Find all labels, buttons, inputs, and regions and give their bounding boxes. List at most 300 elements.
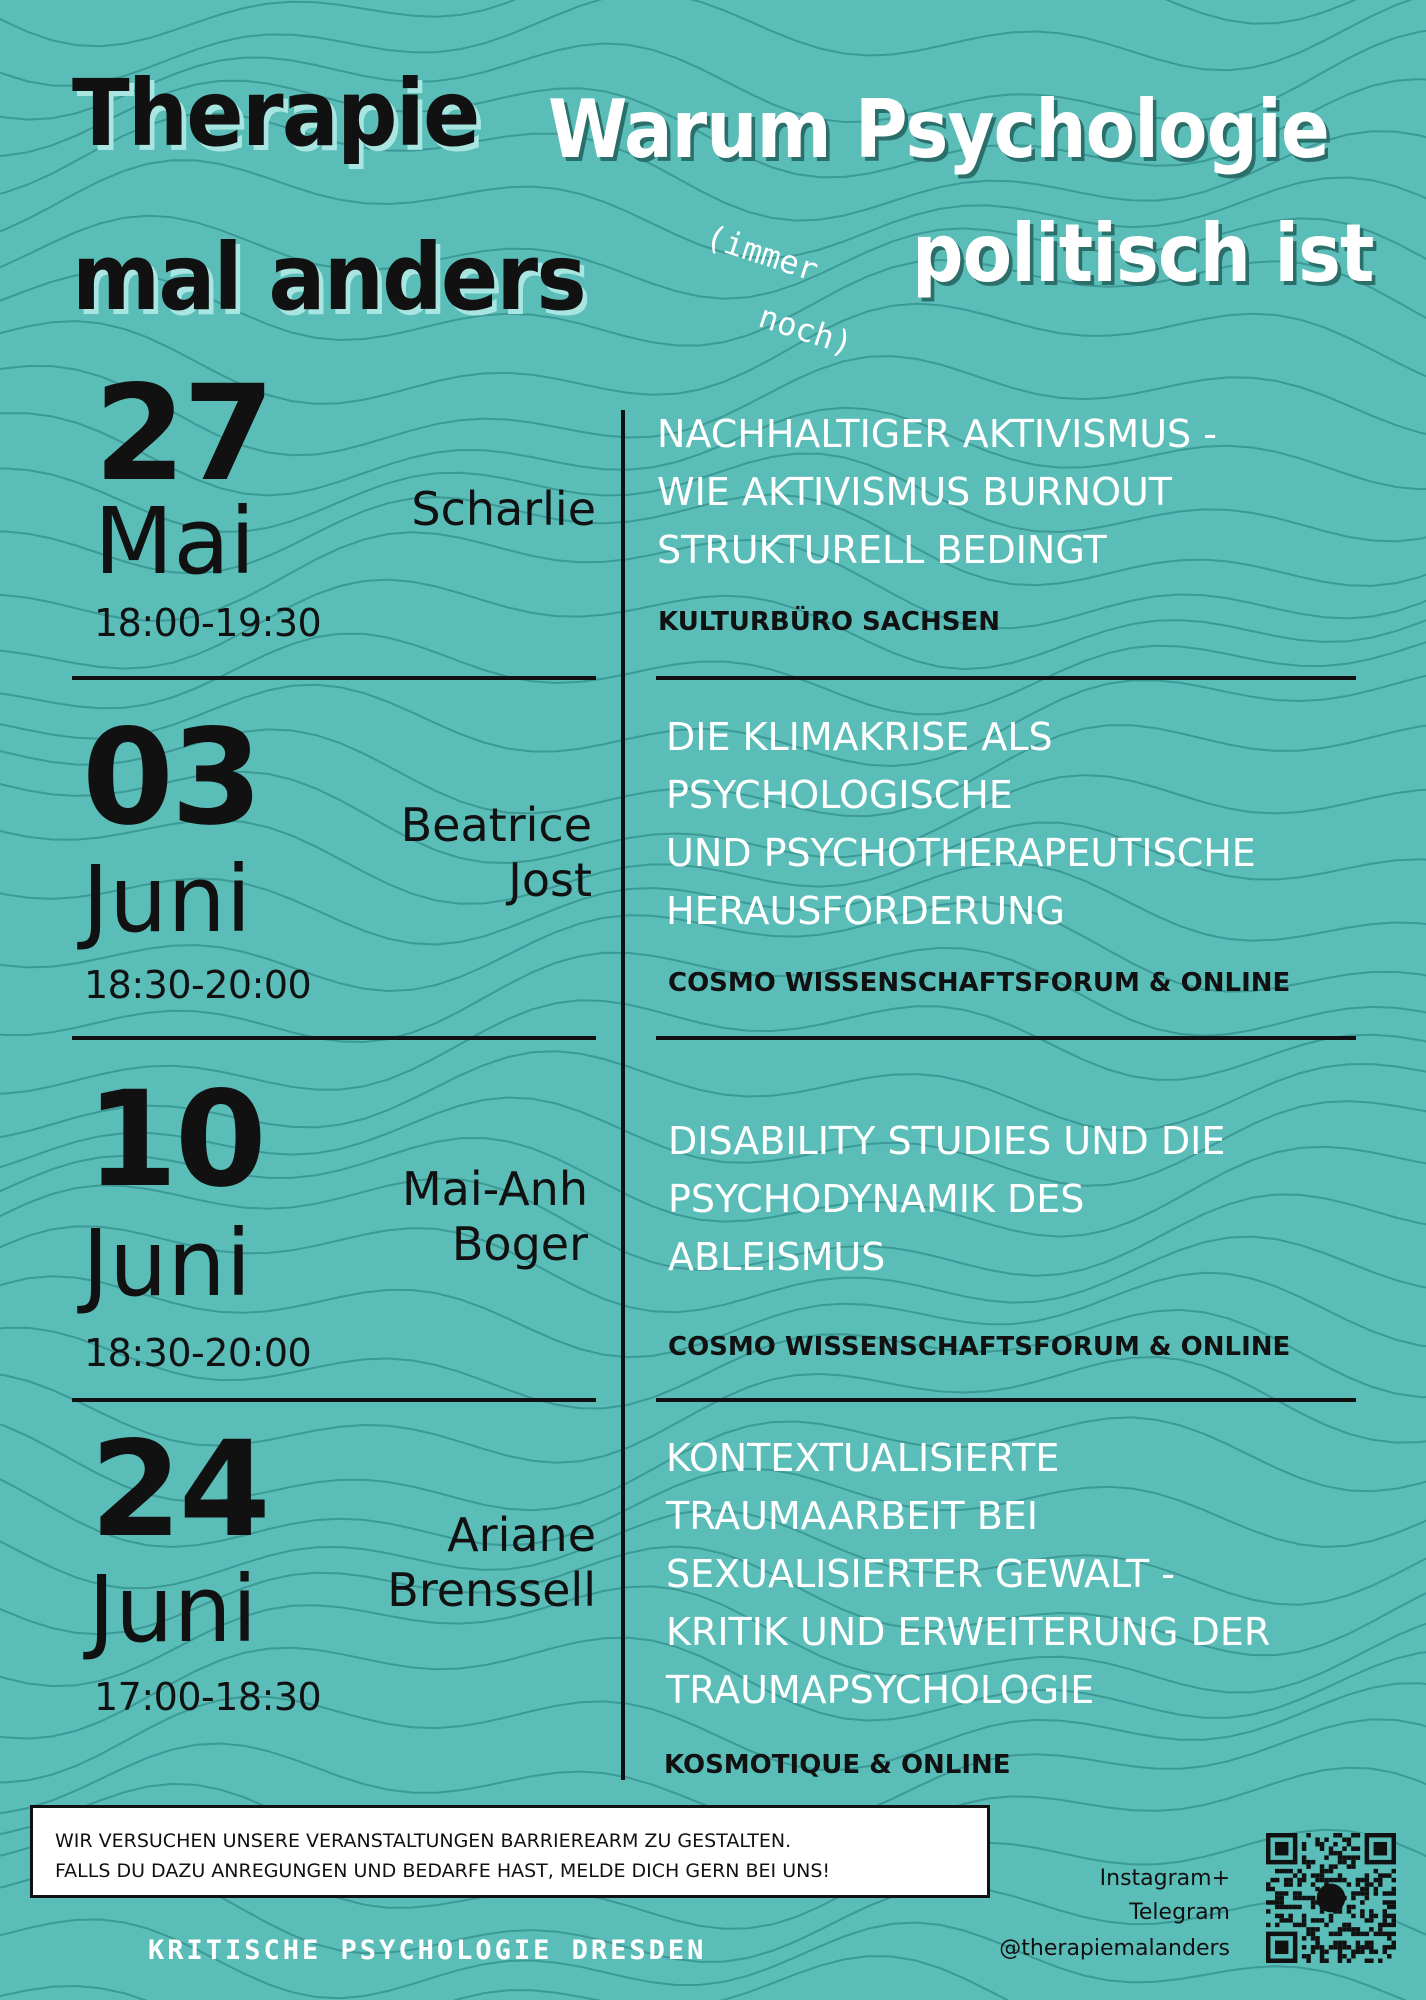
qr-module [1320,1918,1324,1922]
event-title-line: KONTEXTUALISIERTE [666,1436,1060,1480]
qr-module [1356,1950,1360,1954]
qr-module [1351,1914,1355,1918]
qr-module [1338,1860,1342,1864]
qr-module [1342,1878,1346,1882]
qr-module [1369,1914,1373,1918]
aside-immer: (immer [701,217,823,290]
event-title-line: DIE KLIMAKRISE ALS [666,715,1053,759]
qr-module [1311,1936,1315,1940]
qr-module [1302,1914,1306,1918]
qr-module [1356,1882,1360,1886]
qr-module [1351,1932,1355,1936]
qr-module [1378,1959,1382,1963]
qr-module [1284,1869,1288,1873]
qr-module [1315,1918,1319,1922]
qr-module [1333,1851,1337,1855]
event-speaker [176,1508,596,1618]
qr-module [1387,1954,1391,1958]
qr-module [1288,1878,1292,1882]
qr-module [1342,1927,1346,1931]
qr-module [1266,1900,1270,1904]
qr-module [1284,1882,1288,1886]
event-day: 24 [90,1413,268,1567]
qr-module [1351,1864,1355,1868]
qr-module [1387,1914,1391,1918]
qr-module [1324,1855,1328,1859]
event-title-line: TRAUMAPSYCHOLOGIE [666,1668,1095,1712]
qr-module [1342,1954,1346,1958]
qr-module [1324,1869,1328,1873]
qr-finder-inner [1275,1941,1288,1954]
qr-module [1365,1882,1369,1886]
event-day: 27 [94,357,272,511]
qr-module [1333,1945,1337,1949]
qr-module [1347,1959,1351,1963]
qr-module [1266,1882,1270,1886]
qr-module [1356,1932,1360,1936]
qr-module [1383,1873,1387,1877]
social-handle[interactable]: @therapiemalanders [999,1936,1230,1961]
qr-module [1378,1932,1382,1936]
qr-module [1351,1950,1355,1954]
vertical-divider [621,410,625,1780]
qr-module [1302,1842,1306,1846]
qr-module [1311,1900,1315,1904]
qr-module [1360,1878,1364,1882]
qr-module [1378,1927,1382,1931]
event-title [657,405,1217,579]
speaker-name-line: Jost [508,853,592,908]
qr-module [1360,1909,1364,1913]
qr-module [1297,1905,1301,1909]
qr-module [1329,1878,1333,1882]
qr-module [1306,1864,1310,1868]
qr-module [1329,1945,1333,1949]
qr-module [1360,1945,1364,1949]
qr-module [1378,1882,1382,1886]
qr-module [1342,1923,1346,1927]
qr-module [1392,1923,1396,1927]
qr-module [1387,1900,1391,1904]
qr-module [1392,1914,1396,1918]
qr-module [1275,1900,1279,1904]
speaker-name-line: Ariane [447,1508,596,1562]
qr-module [1293,1905,1297,1909]
qr-module [1279,1896,1283,1900]
qr-module [1279,1891,1283,1895]
event-title-line: NACHHALTIGER AKTIVISMUS - [657,412,1217,456]
qr-module [1360,1891,1364,1895]
speaker-name-line: Boger [451,1217,588,1272]
qr-module [1297,1878,1301,1882]
event-day: 03 [82,701,260,855]
qr-module [1392,1945,1396,1949]
qr-module [1369,1909,1373,1913]
qr-module [1320,1842,1324,1846]
subtitle-line-1: Warum Psychologie [548,83,1329,176]
qr-module [1315,1927,1319,1931]
event-venue: COSMO WISSENSCHAFTSFORUM & ONLINE [668,1332,1291,1362]
qr-module [1288,1918,1292,1922]
qr-module [1333,1941,1337,1945]
event-title-line: PSYCHODYNAMIK DES [668,1177,1085,1221]
event-title-line: STRUKTURELL BEDINGT [657,528,1107,572]
qr-module [1374,1914,1378,1918]
event-venue: COSMO WISSENSCHAFTSFORUM & ONLINE [668,968,1291,998]
event-time: 18:30-20:00 [84,1331,312,1375]
divider-left-3 [72,1398,596,1402]
divider-right-2 [656,1036,1356,1040]
qr-module [1338,1833,1342,1837]
qr-code-icon[interactable] [1266,1833,1396,1963]
qr-module [1311,1945,1315,1949]
qr-module [1306,1932,1310,1936]
organization-name: KRITISCHE PSYCHOLOGIE DRESDEN [148,1935,707,1966]
qr-module [1356,1833,1360,1837]
qr-module [1311,1873,1315,1877]
qr-module [1302,1918,1306,1922]
qr-module [1288,1882,1292,1886]
qr-module [1324,1923,1328,1927]
qr-module [1338,1950,1342,1954]
qr-module [1347,1842,1351,1846]
event-title [666,708,1256,940]
qr-module [1347,1923,1351,1927]
qr-module [1369,1882,1373,1886]
qr-module [1365,1887,1369,1891]
qr-module [1383,1891,1387,1895]
qr-module [1365,1891,1369,1895]
qr-module [1293,1923,1297,1927]
divider-left-2 [72,1036,596,1040]
qr-module [1284,1918,1288,1922]
qr-module [1387,1936,1391,1940]
qr-module [1338,1855,1342,1859]
qr-module [1365,1896,1369,1900]
qr-module [1378,1923,1382,1927]
qr-module [1320,1945,1324,1949]
qr-module [1365,1959,1369,1963]
qr-module [1302,1936,1306,1940]
qr-module [1338,1932,1342,1936]
event-venue: KOSMOTIQUE & ONLINE [664,1750,1011,1780]
qr-module [1302,1945,1306,1949]
qr-module [1329,1932,1333,1936]
qr-module [1351,1833,1355,1837]
divider-left-1 [72,676,596,680]
qr-module [1342,1941,1346,1945]
qr-module [1383,1932,1387,1936]
qr-module [1351,1855,1355,1859]
qr-module [1320,1878,1324,1882]
qr-module [1297,1891,1301,1895]
qr-module [1342,1846,1346,1850]
event-month: Juni [88,1556,258,1663]
qr-module [1392,1887,1396,1891]
qr-module [1311,1896,1315,1900]
qr-module [1347,1945,1351,1949]
qr-module [1351,1905,1355,1909]
qr-module [1306,1896,1310,1900]
event-title-line: HERAUSFORDERUNG [666,889,1065,933]
qr-module [1338,1945,1342,1949]
divider-right-1 [656,676,1356,680]
qr-module [1302,1855,1306,1859]
qr-module [1333,1864,1337,1868]
qr-module [1324,1959,1328,1963]
qr-module [1279,1900,1283,1904]
qr-module [1383,1923,1387,1927]
event-day: 10 [86,1063,264,1217]
qr-module [1347,1882,1351,1886]
qr-module [1360,1887,1364,1891]
qr-module [1329,1869,1333,1873]
qr-module [1266,1923,1270,1927]
event-title [666,1429,1270,1719]
qr-module [1374,1891,1378,1895]
event-time: 18:30-20:00 [84,963,312,1007]
speaker-name-line: Beatrice [400,798,592,852]
qr-module [1311,1932,1315,1936]
qr-module [1297,1869,1301,1873]
qr-module [1324,1878,1328,1882]
qr-module [1297,1882,1301,1886]
qr-module [1266,1909,1270,1913]
qr-module [1365,1932,1369,1936]
qr-module [1302,1860,1306,1864]
qr-module [1338,1851,1342,1855]
event-speaker [172,798,592,908]
qr-module [1306,1860,1310,1864]
speaker-name-line: Mai-Anh [401,1162,588,1216]
qr-module [1329,1851,1333,1855]
qr-module [1275,1914,1279,1918]
qr-module [1329,1846,1333,1850]
qr-finder-inner [1275,1842,1288,1855]
qr-module [1342,1945,1346,1949]
qr-module [1306,1959,1310,1963]
qr-module [1275,1878,1279,1882]
qr-module [1351,1927,1355,1931]
qr-module [1302,1896,1306,1900]
qr-module [1293,1896,1297,1900]
qr-module [1333,1878,1337,1882]
aside-noch: noch) [754,297,858,364]
qr-module [1365,1873,1369,1877]
qr-module [1392,1900,1396,1904]
qr-module [1360,1914,1364,1918]
qr-module [1347,1927,1351,1931]
qr-module [1320,1873,1324,1877]
qr-module [1275,1869,1279,1873]
speaker-name-line: Scharlie [411,482,596,536]
qr-module [1347,1855,1351,1859]
qr-module [1302,1954,1306,1958]
qr-module [1320,1846,1324,1850]
qr-module [1351,1846,1355,1850]
event-venue: KULTURBÜRO SACHSEN [658,607,1000,637]
qr-module [1315,1837,1319,1841]
qr-module [1320,1864,1324,1868]
qr-module [1270,1878,1274,1882]
qr-module [1324,1837,1328,1841]
qr-module [1392,1941,1396,1945]
qr-module [1342,1837,1346,1841]
qr-module [1338,1878,1342,1882]
event-month: Juni [82,1210,252,1317]
event-month: Mai [94,488,256,595]
qr-module [1315,1941,1319,1945]
qr-module [1275,1896,1279,1900]
qr-module [1275,1905,1279,1909]
qr-module [1360,1900,1364,1904]
qr-module [1338,1959,1342,1963]
qr-module [1351,1860,1355,1864]
qr-module [1365,1941,1369,1945]
qr-module [1302,1873,1306,1877]
qr-module [1329,1918,1333,1922]
qr-module [1392,1878,1396,1882]
qr-module [1374,1932,1378,1936]
qr-module [1351,1891,1355,1895]
qr-module [1383,1945,1387,1949]
qr-module [1369,1950,1373,1954]
qr-module [1356,1855,1360,1859]
qr-module [1356,1878,1360,1882]
notice-line: WIR VERSUCHEN UNSERE VERANSTALTUNGEN BARRIEREARM ZU GESTALTEN. [55,1830,792,1852]
qr-module [1311,1927,1315,1931]
qr-module [1347,1864,1351,1868]
qr-center-logo [1317,1884,1346,1913]
qr-module [1342,1855,1346,1859]
event-speaker [176,482,596,537]
qr-module [1297,1923,1301,1927]
qr-module [1306,1927,1310,1931]
qr-module [1284,1891,1288,1895]
qr-module [1374,1887,1378,1891]
qr-module [1270,1887,1274,1891]
qr-module [1356,1945,1360,1949]
qr-module [1383,1900,1387,1904]
qr-module [1320,1954,1324,1958]
social-platforms-line-1: Instagram+ [1099,1866,1230,1891]
qr-module [1378,1873,1382,1877]
qr-module [1302,1923,1306,1927]
qr-finder-inner [1374,1842,1387,1855]
qr-module [1315,1873,1319,1877]
event-title [668,1112,1225,1286]
qr-module [1288,1905,1292,1909]
divider-right-3 [656,1398,1356,1402]
qr-module [1333,1833,1337,1837]
qr-module [1315,1945,1319,1949]
event-title-line: UND PSYCHOTHERAPEUTISCHE [666,831,1256,875]
qr-module [1288,1914,1292,1918]
qr-module [1279,1918,1283,1922]
qr-module [1356,1846,1360,1850]
qr-module [1369,1945,1373,1949]
qr-module [1387,1905,1391,1909]
social-platforms-line-2: Telegram [1129,1900,1230,1925]
qr-module [1333,1932,1337,1936]
qr-module [1293,1891,1297,1895]
qr-module [1392,1918,1396,1922]
qr-module [1369,1959,1373,1963]
qr-module [1378,1878,1382,1882]
qr-module [1365,1945,1369,1949]
qr-module [1306,1954,1310,1958]
speaker-name-line: Brenssell [387,1563,596,1618]
qr-module [1338,1927,1342,1931]
qr-module [1387,1891,1391,1895]
qr-module [1387,1932,1391,1936]
qr-module [1320,1950,1324,1954]
qr-module [1338,1941,1342,1945]
qr-module [1279,1869,1283,1873]
qr-module [1392,1869,1396,1873]
qr-module [1360,1932,1364,1936]
qr-module [1356,1941,1360,1945]
event-title-line: DISABILITY STUDIES UND DIE [668,1119,1226,1163]
qr-module [1297,1896,1301,1900]
qr-module [1320,1869,1324,1873]
qr-module [1356,1927,1360,1931]
qr-module [1324,1950,1328,1954]
qr-module [1302,1846,1306,1850]
qr-module [1311,1905,1315,1909]
qr-module [1315,1842,1319,1846]
qr-module [1383,1950,1387,1954]
event-title-line: ABLEISMUS [668,1235,886,1279]
qr-module [1374,1950,1378,1954]
event-time: 17:00-18:30 [94,1675,322,1719]
qr-module [1383,1909,1387,1913]
qr-module [1369,1927,1373,1931]
qr-module [1387,1923,1391,1927]
qr-module [1365,1878,1369,1882]
qr-module [1302,1878,1306,1882]
qr-module [1338,1873,1342,1877]
qr-module [1279,1914,1283,1918]
event-title-line: SEXUALISIERTER GEWALT - [666,1552,1175,1596]
qr-module [1387,1873,1391,1877]
qr-module [1320,1959,1324,1963]
qr-module [1360,1950,1364,1954]
qr-module [1284,1878,1288,1882]
event-title-line: PSYCHOLOGISCHE [666,773,1013,817]
qr-module [1347,1905,1351,1909]
qr-module [1329,1864,1333,1868]
event-title-line: KRITIK UND ERWEITERUNG DER [666,1610,1271,1654]
qr-module [1311,1918,1315,1922]
qr-module [1311,1882,1315,1886]
qr-module [1284,1905,1288,1909]
qr-module [1288,1869,1292,1873]
event-time: 18:00-19:30 [94,601,322,645]
qr-module [1392,1891,1396,1895]
qr-module [1311,1860,1315,1864]
qr-module [1315,1878,1319,1882]
qr-module [1293,1873,1297,1877]
qr-module [1275,1891,1279,1895]
qr-module [1383,1918,1387,1922]
qr-module [1374,1869,1378,1873]
subtitle-line-2: politisch ist [912,207,1374,300]
qr-module [1392,1932,1396,1936]
qr-module [1275,1923,1279,1927]
qr-module [1374,1878,1378,1882]
qr-module [1315,1936,1319,1940]
